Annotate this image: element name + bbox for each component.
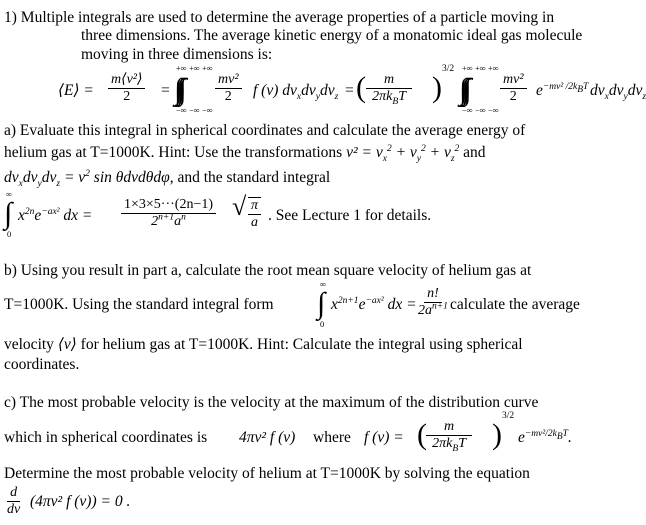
part-b-l3b: for helium gas at T=1000K. Hint: Calculate the integral using spherical — [76, 336, 523, 353]
mv2-half-fraction — [213, 72, 244, 105]
paren-open-1: ( — [356, 71, 366, 104]
problem-intro-3: moving in three dimensions is: — [81, 46, 273, 63]
part-a-transform-text: v² = v — [346, 144, 383, 161]
triple-int-upper-1: +∞ +∞ +∞ — [176, 63, 213, 73]
paren-close-1: ) — [432, 71, 442, 104]
part-b-l2a: T=1000K. Using the standard integral form — [4, 296, 274, 313]
b-frac-num: n! — [424, 286, 442, 303]
part-b-l3a: velocity — [4, 336, 58, 353]
part-a-l3b: , and the standard integral — [169, 169, 331, 186]
standard-integral-a — [4, 190, 604, 240]
half-mv2-num: m⟨v²⟩ — [108, 72, 145, 89]
equals-2: = — [345, 82, 354, 99]
b-integrand: $x^{2n+1}e^{-ax^2}$ dx = — [331, 295, 417, 313]
c-paren-open: ( — [417, 418, 427, 451]
b-fraction — [413, 286, 453, 319]
part-b-vavg: ⟨v⟩ — [57, 336, 77, 353]
part-b-line-2 — [4, 280, 644, 330]
part-c-line-3: Determine the most probable velocity of helium at T=1000K by solving the equation — [4, 465, 530, 482]
prefactor-den: $2\pi k_BT$ — [372, 89, 406, 107]
problem-number: 1) — [4, 9, 17, 26]
problem-line-1 — [4, 9, 554, 27]
prefactor-fraction — [364, 72, 414, 105]
part-b-line-4: coordinates. — [4, 356, 80, 373]
std-den: $2^{n+1}a^n$ — [151, 212, 186, 229]
half-mv2-fraction — [106, 72, 147, 105]
b-frac-den: $2a^{n+1}$ — [418, 301, 448, 318]
triple-int-lower-2: −∞ −∞ −∞ — [462, 105, 499, 115]
problem-intro-1: Multiple integrals are used to determine the average properties of a particle moving in — [20, 9, 555, 26]
c-tail: . — [567, 429, 572, 446]
triple-int-lower-1: −∞ −∞ −∞ — [176, 105, 213, 115]
see-lecture: . See Lecture 1 for details. — [268, 207, 432, 224]
mv2-half-fraction-2 — [498, 72, 529, 105]
c-paren-close: ) — [492, 418, 502, 451]
c-frac-den: $2\pi k_BT$ — [432, 436, 466, 454]
d-den: dv — [7, 502, 21, 517]
triple-integral-2: ∫∫∫ — [459, 73, 466, 106]
c-e: e — [518, 429, 525, 446]
std-integrand: $x^{2n}e^{-ax^2}$ dx = — [18, 206, 93, 224]
equals-1: = — [161, 82, 170, 99]
triple-int-upper-2: +∞ +∞ +∞ — [462, 63, 499, 73]
part-a-vol-text: dv — [4, 169, 19, 186]
std-int-lower: 0 — [7, 229, 12, 239]
half-mv2-den: 2 — [123, 89, 131, 104]
c-frac-den-text: 2πk — [432, 436, 453, 451]
part-a-line-2 — [4, 143, 486, 165]
energy-equation — [58, 63, 646, 116]
std-int-upper: ∞ — [6, 189, 13, 199]
b-int-lower: 0 — [320, 319, 325, 329]
mv2-num-2: mv² — [500, 72, 527, 89]
problem-intro-2: three dimensions. The average kinetic energy of a monatomic ideal gas molecule — [81, 27, 583, 44]
part-a-line-1: a) Evaluate this integral in spherical coordinates and calculate the average energy of — [4, 122, 526, 139]
part-b-l2b: calculate the average — [450, 296, 580, 313]
part-c-l2a: which in spherical coordinates is — [4, 429, 208, 446]
b-integral-sign: ∫ — [317, 287, 320, 320]
mv2-num: mv² — [215, 72, 242, 89]
c-fraction — [424, 419, 474, 452]
part-c-line-2 — [4, 412, 644, 456]
prefactor-exp: 3/2 — [442, 64, 455, 74]
mv2-den: 2 — [224, 89, 232, 104]
sqrt-den: a — [251, 215, 258, 230]
b-int-upper: ∞ — [320, 279, 327, 289]
f-term: f (v) $dv_xdv_ydv_z$ — [253, 82, 339, 103]
exp-sup: −mv² /2kBT — [542, 81, 589, 95]
part-c-f-eq: f (v) = — [364, 429, 404, 446]
part-a-transform: $v^2 = v_x^2 + v_y^2 + v_z^2$ — [346, 143, 460, 165]
prefactor-den-text: 2πk — [372, 89, 393, 104]
part-b-line-1: b) Using you result in part a, calculate the root mean square velocity of helium gas at — [4, 262, 532, 279]
c-exp-term: $e^{-mv^2/2k_BT}$. — [518, 428, 572, 446]
sqrt-sign: √ — [232, 192, 247, 221]
part-c-derivative — [4, 482, 304, 522]
exp-term: $e^{-mv^2 /2k_BT}$ — [536, 81, 589, 99]
tail-dv: $dv_xdv_ydv_z$ — [590, 82, 646, 103]
d-dv-fraction — [4, 485, 23, 518]
tail-dv-text: dv — [590, 82, 605, 99]
c-exp: 3/2 — [502, 411, 515, 421]
part-a-l2b: and — [459, 144, 486, 161]
sqrt-fraction — [246, 197, 263, 231]
prefactor-num: m — [366, 72, 412, 89]
part-a-line-3 — [4, 168, 331, 190]
part-c-l2b: where — [313, 429, 351, 446]
triple-integral-1: ∫∫∫ — [174, 73, 181, 106]
b-frac-den-text: 2a — [418, 303, 432, 318]
part-c-line-1: c) The most probable velocity is the velocity at the maximum of the distribution curve — [4, 394, 539, 411]
part-c-sym: 4πv² f (v) — [239, 429, 296, 446]
mv2-den-2: 2 — [509, 89, 517, 104]
sqrt-num: π — [248, 198, 261, 215]
std-integral-sign: ∫ — [4, 197, 7, 230]
c-frac-num: m — [426, 419, 472, 436]
part-a-l2a: helium gas at T=1000K. Hint: Use the transformations — [4, 144, 347, 161]
energy-lhs: ⟨E⟩ = — [58, 82, 94, 99]
part-a-volume-element: $dv_xdv_ydv_z = v^2$ sin θdvdθdφ — [4, 168, 170, 190]
d-body: (4πv² f (v)) = 0 . — [30, 493, 131, 510]
std-den-text: 2 — [151, 214, 159, 229]
f-term-text: f (v) dv — [253, 82, 297, 99]
std-fraction — [119, 197, 218, 230]
d-num: d — [7, 485, 20, 502]
part-b-line-3 — [4, 336, 523, 354]
exp-sup-text: −mv² /2k — [542, 81, 578, 92]
std-num: 1×3×5···(2n−1) — [121, 197, 216, 214]
